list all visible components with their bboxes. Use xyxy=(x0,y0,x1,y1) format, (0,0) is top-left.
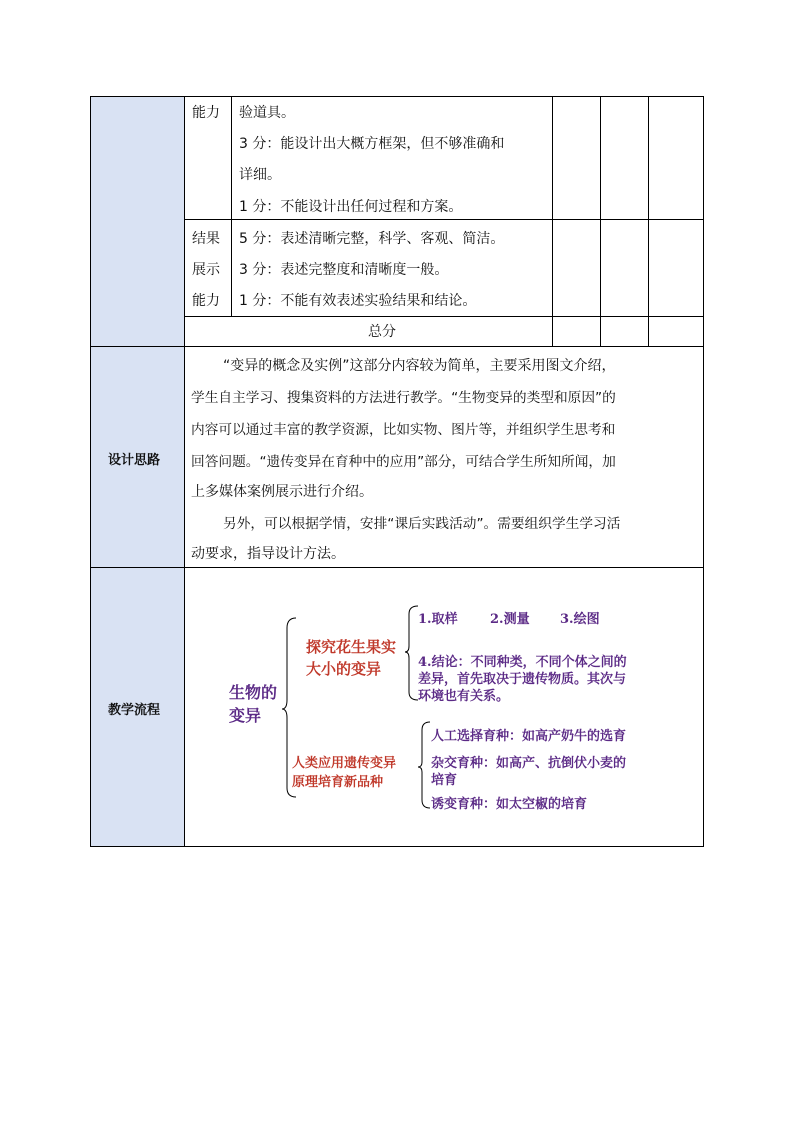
design-paragraph-line: 上多媒体案例展示进行介绍。 xyxy=(191,484,373,500)
design-paragraph-line: 动要求，指导设计方法。 xyxy=(191,546,345,562)
flow-label: 教学流程 xyxy=(108,703,161,718)
branch1-title-line: 大小的变异 xyxy=(306,660,382,678)
design-paragraph-line: “变异的概念及实例”这部分内容较为简单，主要采用图文介绍， xyxy=(223,358,616,374)
branch2-title-line: 人类应用遗传变异 xyxy=(292,756,397,771)
upper-brace-shape xyxy=(405,606,418,700)
branch2-item: 诱变育种：如太空椒的培育 xyxy=(431,797,588,812)
ability-category: 能力 xyxy=(192,105,220,121)
branch2-item: 杂交育种：如高产、抗倒伏小麦的 xyxy=(431,756,627,771)
result-category-line: 能力 xyxy=(192,293,220,309)
branch1-step: 3.绘图 xyxy=(560,612,600,627)
total-score-label: 总分 xyxy=(368,324,396,340)
lower-brace-shape xyxy=(418,722,430,808)
branch2-item: 人工选择育种：如高产奶牛的选育 xyxy=(431,729,627,744)
root-node-line: 变异 xyxy=(229,706,262,725)
root-node-line: 生物的 xyxy=(229,683,278,702)
design-label: 设计思路 xyxy=(108,453,161,468)
ability-line: 验道具。 xyxy=(239,105,295,121)
design-paragraph-line: 学生自主学习、搜集资料的方法进行教学。“生物变异的类型和原因”的 xyxy=(191,390,616,406)
design-paragraph-line: 回答问题。“遗传变异在育种中的应用”部分，可结合学生所知所闻，加 xyxy=(191,454,616,470)
result-line: 5 分：表述清晰完整，科学、客观、简洁。 xyxy=(239,231,505,247)
ability-line: 详细。 xyxy=(239,167,281,183)
ability-line: 1 分：不能设计出任何过程和方案。 xyxy=(239,199,463,215)
branch2-item: 培育 xyxy=(431,773,458,788)
result-line: 3 分：表述完整度和清晰度一般。 xyxy=(239,262,449,278)
branch1-conclusion-line: 差异，首先取决于遗传物质。其次与 xyxy=(418,672,627,687)
design-paragraph-line: 另外，可以根据学情，安排“课后实践活动”。需要组织学生学习活 xyxy=(223,516,621,532)
result-category-line: 结果 xyxy=(192,231,220,247)
design-paragraph-line: 内容可以通过丰富的教学资源，比如实物、图片等，并组织学生思考和 xyxy=(191,422,616,438)
branch1-step: 1.取样 xyxy=(418,612,458,627)
result-category-line: 展示 xyxy=(192,262,220,278)
branch1-step: 2.测量 xyxy=(490,612,530,627)
branch2-title-line: 原理培育新品种 xyxy=(292,775,384,790)
branch1-title-line: 探究花生果实 xyxy=(306,638,397,656)
branch1-conclusion-line: 4.结论：不同种类，不同个体之间的 xyxy=(418,655,627,670)
branch1-conclusion-line: 环境也有关系。 xyxy=(418,689,510,704)
result-line: 1 分：不能有效表述实验结果和结论。 xyxy=(239,293,477,309)
ability-line: 3 分：能设计出大概方框架，但不够准确和 xyxy=(239,136,505,152)
